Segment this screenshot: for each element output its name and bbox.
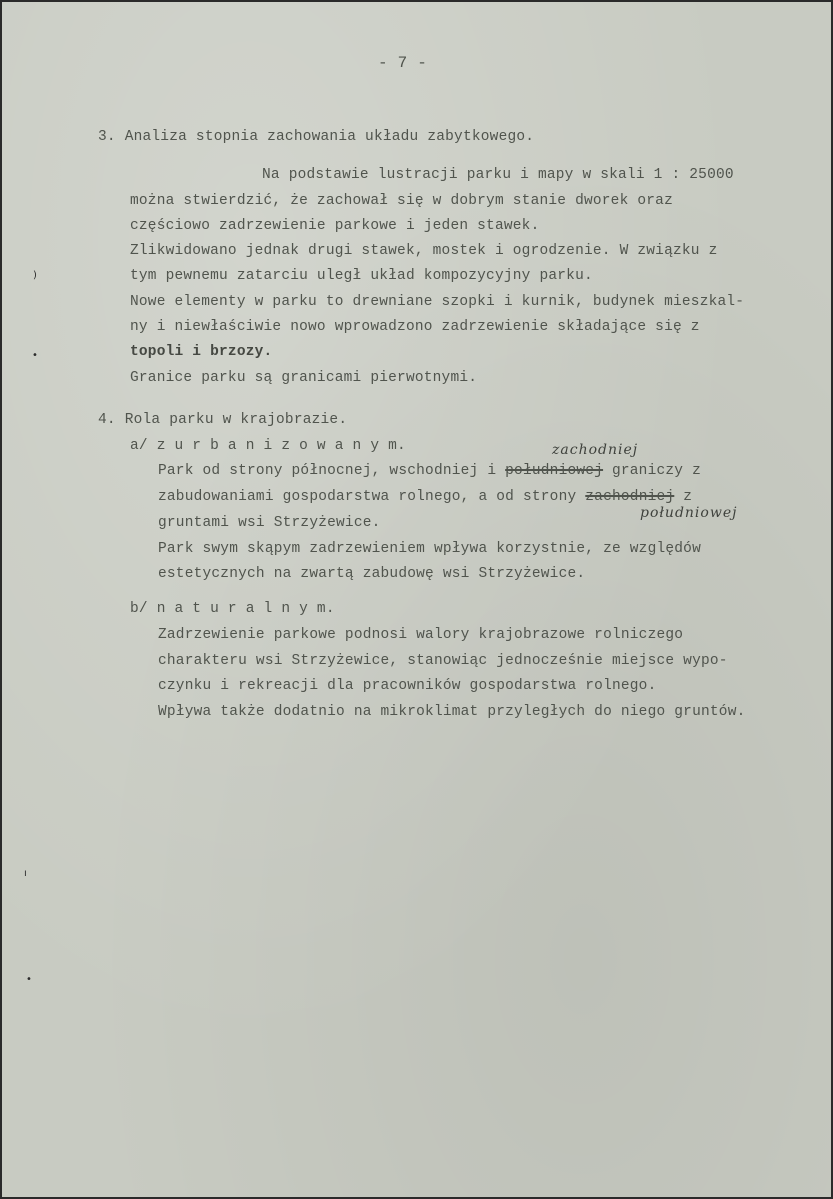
text-segment: graniczy z bbox=[603, 463, 701, 479]
text-segment: zabudowaniami gospodarstwa rolnego, a od strony bbox=[158, 489, 586, 505]
subsection-a-line-3: gruntami wsi Strzyżewice. bbox=[158, 515, 381, 531]
subsection-b-line: Zadrzewienie parkowe podnosi walory krajobrazowe rolniczego bbox=[158, 627, 684, 643]
subsection-b-line: charakteru wsi Strzyżewice, stanowiąc jednocześnie miejsce wypo- bbox=[158, 653, 728, 669]
struck-word: południowej bbox=[505, 463, 604, 479]
section-3-line: Granice parku są granicami pierwotnymi. bbox=[130, 370, 478, 386]
page-number: - 7 - bbox=[378, 54, 428, 72]
section-3-line: Zlikwidowano jednak drugi stawek, mostek i ogrodzenie. W związku z bbox=[130, 243, 718, 259]
struck-word: zachodniej bbox=[585, 489, 675, 505]
subsection-a-line-1 bbox=[158, 462, 701, 480]
subsection-b-heading: b/ n a t u r a l n y m. bbox=[130, 601, 335, 617]
margin-mark: ı bbox=[24, 868, 27, 879]
margin-mark: • bbox=[32, 350, 38, 361]
subsection-a-heading: a/ z u r b a n i z o w a n y m. bbox=[130, 438, 406, 454]
margin-mark: ) bbox=[33, 270, 37, 281]
text-segment: z bbox=[674, 489, 693, 505]
subsection-a-line-4: Park swym skąpym zadrzewieniem wpływa korzystnie, ze względów bbox=[158, 541, 701, 557]
subsection-a-line-5: estetycznych na zwartą zabudowę wsi Strzyżewice. bbox=[158, 566, 586, 582]
margin-mark: • bbox=[26, 974, 32, 985]
section-3-line: Na podstawie lustracji parku i mapy w skali 1 : 25000 bbox=[262, 167, 734, 183]
section-3-line: topoli i brzozy. bbox=[130, 344, 273, 360]
section-3-line: tym pewnemu zatarciu uległ układ kompozycyjny parku. bbox=[130, 268, 593, 284]
section-3-line: ny i niewłaściwie nowo wprowadzono zadrzewienie składające się z bbox=[130, 319, 700, 335]
section-3-line: Nowe elementy w parku to drewniane szopki i kurnik, budynek mieszkal- bbox=[130, 294, 745, 310]
section-3-line: częściowo zadrzewienie parkowe i jeden stawek. bbox=[130, 218, 540, 234]
handwritten-correction-top: zachodniej bbox=[552, 442, 639, 458]
subsection-a-line-2 bbox=[158, 488, 692, 506]
handwritten-correction-bottom: południowej bbox=[640, 505, 738, 521]
section-4-heading: 4. Rola parku w krajobrazie. bbox=[98, 412, 348, 428]
subsection-b-line: czynku i rekreacji dla pracowników gospodarstwa rolnego. bbox=[158, 678, 657, 694]
section-3-line: można stwierdzić, że zachował się w dobrym stanie dworek oraz bbox=[130, 193, 673, 209]
text-segment: Park od strony północnej, wschodniej i bbox=[158, 463, 506, 479]
section-3-heading: 3. Analiza stopnia zachowania układu zabytkowego. bbox=[98, 129, 535, 145]
subsection-b-line: Wpływa także dodatnio na mikroklimat przyległych do niego gruntów. bbox=[158, 704, 746, 720]
